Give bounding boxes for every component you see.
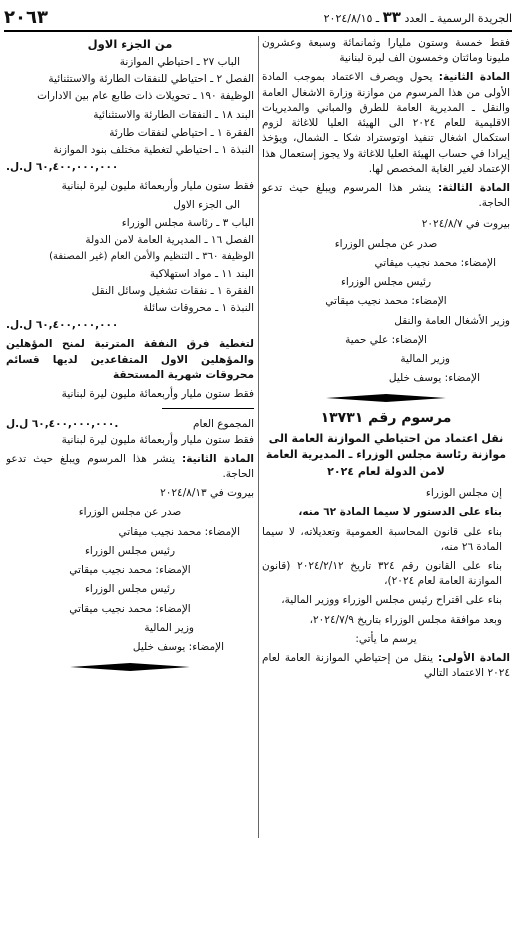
intro-amount-words: فقط خمسة وستون مليارا وثمانمائة وسبعة وعشرون مليونا ومائتان وخمسون الف ليرة لبنانية — [262, 37, 510, 65]
page-header — [4, 4, 512, 32]
signature-2: الإمضاء: محمد نجيب ميقاتي — [325, 295, 447, 308]
divider-ornament — [326, 394, 446, 402]
left-signature-2: الإمضاء: محمد نجيب ميقاتي — [69, 564, 191, 577]
basis-approval: وبعد موافقة مجلس الوزراء بتاريخ ٢٠٢٤/٧/٩، — [309, 613, 502, 626]
page-number: ٢٠٦٣ — [4, 6, 48, 28]
signature-3: الإمضاء: علي حمية — [345, 333, 427, 346]
left-divider-ornament — [70, 663, 190, 671]
column-divider — [258, 36, 259, 838]
basis-accounting-law: بناء على قانون المحاسبة العمومية وتعديلاته، لا سيما المادة ٢٦ منه، — [262, 525, 502, 553]
article-1 — [262, 651, 510, 681]
article-2-text: يحول ويصرف الاعتماد بموجب المادة الأولى من هذا المرسوم من موازنة وزارة الاشغال العامة والنقل ـ المديرية العامة للطرق والمباني والمديريات الاقليمية للعام ٢٠٢٤ الى الهيئة العليا للاغاثة لزوم استكمال اشغال تنفيذ اوتوستراد شكا ـ الشمال، ويؤخذ إيرادا في حساب الهيئة العليا للاغاثة ولا يجوز إستعمال هذا الإعتماد لغير الغاية المخصص لها. — [262, 71, 510, 175]
pm-title: رئيس مجلس الوزراء — [340, 276, 432, 289]
signature-1: الإمضاء: محمد نجيب ميقاتي — [374, 256, 496, 269]
journal-name: الجريدة الرسمية ـ العدد — [404, 12, 512, 25]
to-line-4: البند ١١ ـ مواد استهلاكية — [149, 267, 254, 280]
amount-2 — [6, 318, 254, 333]
left-place-date: بيروت في ٢٠٢٤/٨/١٣ — [160, 487, 254, 500]
article-2 — [262, 70, 510, 177]
from-line-5: الفقرة ١ ـ احتياطي لنفقات طارئة — [109, 126, 254, 139]
article-3-label: المادة الثالثة: — [438, 181, 510, 194]
left-signature-1: الإمضاء: محمد نجيب ميقاتي — [118, 525, 240, 538]
left-pm-title-2: رئيس مجلس الوزراء — [84, 583, 176, 596]
left-pm-title: رئيس مجلس الوزراء — [84, 544, 176, 557]
total-words: فقط ستون مليار وأربعمائة مليون ليرة لبنانية — [61, 433, 254, 446]
right-column — [262, 36, 510, 926]
left-article-2-text: ينشر هذا المرسوم ويبلغ حيث تدعو الحاجة. — [6, 452, 254, 480]
total-row — [6, 417, 254, 432]
basis-proposal: بناء على اقتراح رئيس مجلس الوزراء ووزير المالية، — [281, 594, 502, 607]
decrees-line: يرسم ما يأتي: — [355, 632, 417, 645]
article-1-label: المادة الأولى: — [437, 652, 510, 665]
issue-date: ـ ٢٠٢٤/٨/١٥ — [323, 12, 380, 25]
left-column — [6, 36, 254, 926]
issue-number: ٣٣ — [382, 8, 401, 26]
left-minister-finance-title: وزير المالية — [144, 621, 194, 634]
basis-budget-law: بناء على القانون رقم ٣٢٤ تاريخ ٢٠٢٤/٢/١٢ (قانون الموازنة العامة لعام ٢٠٢٤)، — [262, 560, 502, 588]
basis-constitution: بناء على الدستور لا سيما المادة ٦٢ منه، — [298, 506, 502, 519]
to-part-heading: الى الجزء الاول — [173, 199, 240, 212]
amount-1 — [6, 160, 254, 175]
from-line-2: الفصل ٢ ـ احتياطي للنفقات الطارئة والاستثنائية — [48, 72, 254, 85]
place-date: بيروت في ٢٠٢٤/٨/٧ — [421, 218, 510, 231]
total-rule — [162, 408, 254, 409]
left-article-2 — [6, 452, 254, 482]
journal-header — [324, 8, 512, 26]
to-line-3: الوظيفة ٣٦٠ ـ التنظيم والأمن العام (غير المصنفة) — [49, 251, 254, 263]
to-line-2: الفصل ١٦ ـ المديرية العامة لامن الدولة — [85, 233, 254, 246]
minister-works-title: وزير الأشغال العامة والنقل — [394, 314, 510, 327]
amount-1-words: فقط ستون مليار وأربعمائة مليون ليرة لبنانية — [61, 180, 254, 193]
article-3 — [262, 181, 510, 211]
amount-2-words: فقط ستون مليار وأربعمائة مليون ليرة لبنانية — [61, 388, 254, 401]
to-line-1: الباب ٣ ـ رئاسة مجلس الوزراء — [121, 216, 254, 229]
from-part-heading: من الجزء الاول — [87, 37, 173, 51]
article-1-text: ينقل من إحتياطي الموازنة العامة لعام ٢٠٢٤ الاعتماد التالي — [262, 652, 510, 680]
from-line-4: البند ١٨ ـ النفقات الطارئة والاستثنائية — [93, 109, 254, 122]
left-article-2-label: المادة الثانية: — [182, 452, 254, 465]
total-label: المجموع العام — [193, 418, 254, 431]
decree-subtitle: نقل اعتماد من احتياطي الموازنة العامة الى موازنة رئاسة مجلس الوزراء ـ المديرية العامة لامن الدولة لعام ٢٠٢٤ — [265, 431, 507, 478]
from-line-6: النبذة ١ ـ احتياطي لتغطية مختلف بنود الموازنة — [53, 143, 254, 156]
decree-title: مرسوم رقم ١٣٧٣١ — [320, 410, 452, 427]
council-line: إن مجلس الوزراء — [425, 487, 502, 500]
issued-by: صدر عن مجلس الوزراء — [334, 237, 438, 250]
amount-1-value: ٦٠,٤٠٠,٠٠٠,٠٠٠ ل.ل. — [6, 160, 119, 173]
total-amount: ٦٠,٤٠٠,٠٠٠,٠٠٠ ل.ل. — [6, 418, 119, 431]
purpose-text: لتغطية فرق النفقة المترتبة لمنح المؤهلين والمؤهلين الاول المتقاعدين لديها قسائم محروقات شهرية المستحقة — [6, 338, 254, 381]
signature-4: الإمضاء: يوسف خليل — [388, 372, 480, 385]
to-line-6: النبذة ١ ـ محروقات سائلة — [143, 302, 254, 315]
minister-finance-title: وزير المالية — [400, 352, 450, 365]
to-line-5: الفقرة ١ ـ نفقات تشغيل وسائل النقل — [91, 284, 254, 297]
from-line-1: الباب ٢٧ ـ احتياطي الموازنة — [119, 55, 240, 68]
amount-2-value: ٦٠,٤٠٠,٠٠٠,٠٠٠ ل.ل. — [6, 319, 119, 332]
article-3-text: ينشر هذا المرسوم ويبلغ حيث تدعو الحاجة. — [262, 181, 510, 210]
from-line-3: الوظيفة ١٩٠ ـ تحويلات ذات طابع عام بين الادارات — [37, 90, 254, 103]
article-2-label: المادة الثانية: — [438, 71, 510, 84]
left-signature-3: الإمضاء: محمد نجيب ميقاتي — [69, 602, 191, 615]
left-issued-by: صدر عن مجلس الوزراء — [78, 506, 182, 519]
left-signature-4: الإمضاء: يوسف خليل — [132, 640, 224, 653]
